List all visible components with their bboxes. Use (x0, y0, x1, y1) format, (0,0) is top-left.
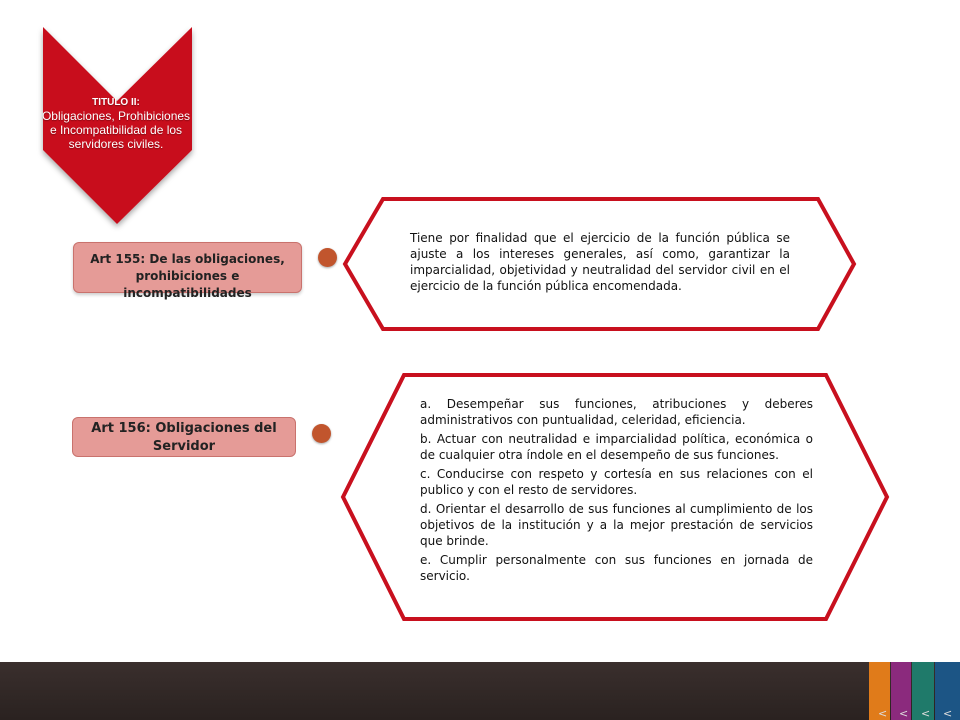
footer-bar (0, 662, 960, 720)
list-item: b. Actuar con neutralidad e imparcialidad política, económica o de cualquier otra índole en el desempeño de sus funciones. (420, 432, 813, 462)
list-item: a. Desempeñar sus funciones, atribuciones y deberes administrativos con puntualidad, celeridad, eficiencia. (420, 397, 813, 427)
nav-back-arrow[interactable]: < (943, 707, 953, 720)
art156-label-box (72, 417, 296, 457)
art155-label-box (73, 242, 302, 300)
nav-back-arrow[interactable]: < (921, 707, 931, 720)
art156-obligations-list (420, 396, 813, 587)
connector-dot-art156 (312, 424, 331, 443)
list-item: e. Cumplir personalmente con sus funciones en jornada de servicio. (420, 553, 813, 583)
nav-back-arrow[interactable]: < (899, 707, 909, 720)
nav-back-arrow[interactable]: < (878, 707, 888, 720)
art156-label: Art 156: Obligaciones del Servidor (91, 421, 277, 454)
list-item: c. Conducirse con respeto y cortesía en sus relaciones con el publico y con el resto de servidores. (420, 467, 813, 497)
art155-description: Tiene por finalidad que el ejercicio de la función pública se ajuste a los intereses generales, así como, garantizar la imparcialidad, objetividad y neutralidad del servidor civil en el ejercicio de la función pública encomendada. (410, 231, 790, 293)
title-heading: TITULO II: (92, 97, 140, 108)
connector-dot-art155 (318, 248, 337, 267)
list-item: d. Orientar el desarrollo de sus funciones al cumplimiento de los objetivos de la institución y a la mejor prestación de servicios que brinde. (420, 502, 813, 548)
art155-label: Art 155: De las obligaciones, prohibiciones e incompatibilidades (90, 252, 285, 300)
title-subtitle: Obligaciones, Prohibiciones e Incompatibilidad de los servidores civiles. (41, 109, 191, 151)
